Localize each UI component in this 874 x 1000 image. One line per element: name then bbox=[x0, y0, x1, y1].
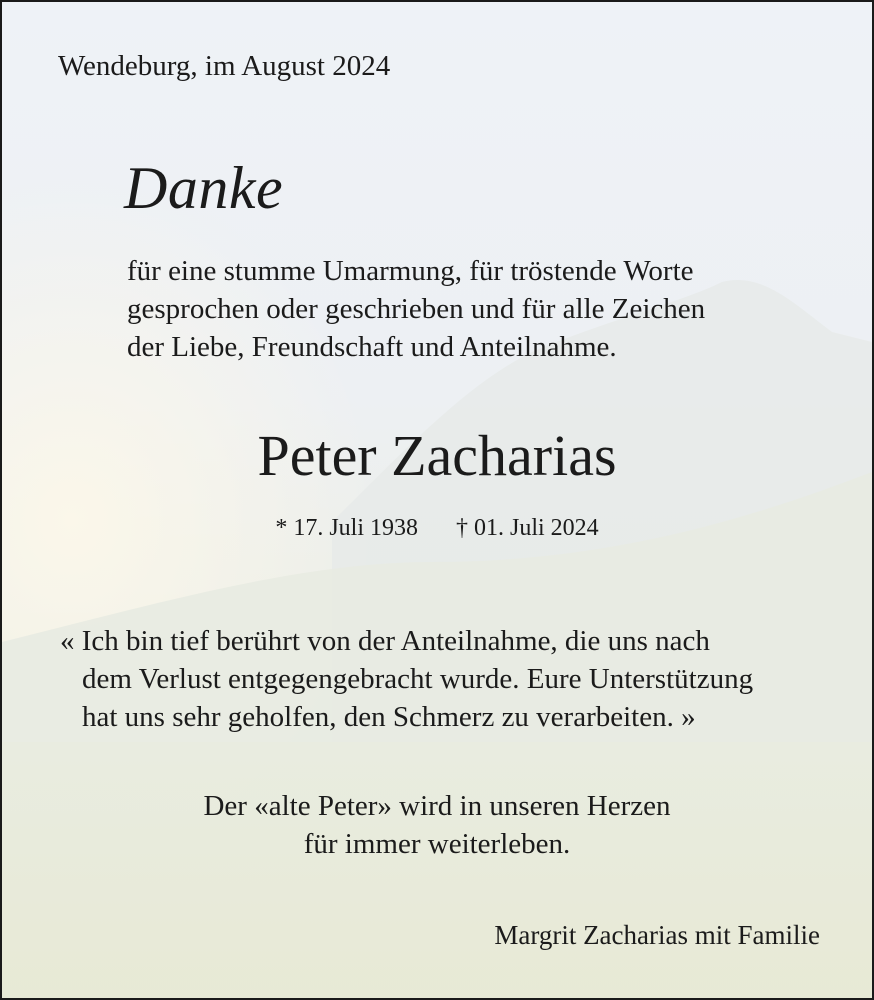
quote-line: dem Verlust entgegengebracht wurde. Eure Unterstützung bbox=[82, 663, 754, 695]
death-date: † 01. Juli 2024 bbox=[456, 515, 599, 541]
place-date: Wendeburg, im August 2024 bbox=[58, 50, 391, 82]
deceased-name: Peter Zacharias bbox=[257, 423, 617, 488]
quote-line: « Ich bin tief berührt von der Anteilnahme, die uns nach bbox=[60, 625, 710, 657]
thanks-paragraph bbox=[127, 252, 705, 366]
thanks-line: der Liebe, Freundschaft und Anteilnahme. bbox=[127, 331, 617, 363]
closing-line: Der «alte Peter» wird in unseren Herzen bbox=[203, 790, 671, 822]
quote-paragraph bbox=[60, 622, 753, 736]
heading-danke: Danke bbox=[124, 155, 284, 221]
birth-date: * 17. Juli 1938 bbox=[275, 515, 418, 541]
closing-paragraph bbox=[2, 787, 872, 863]
thanks-line: gesprochen oder geschrieben und für alle Zeichen bbox=[127, 293, 706, 325]
quote-line: hat uns sehr geholfen, den Schmerz zu verarbeiten. » bbox=[82, 701, 696, 733]
signature: Margrit Zacharias mit Familie bbox=[494, 920, 820, 950]
life-dates bbox=[2, 515, 872, 542]
closing-line: für immer weiterleben. bbox=[303, 828, 571, 860]
thanks-line: für eine stumme Umarmung, für tröstende Worte bbox=[127, 255, 694, 287]
